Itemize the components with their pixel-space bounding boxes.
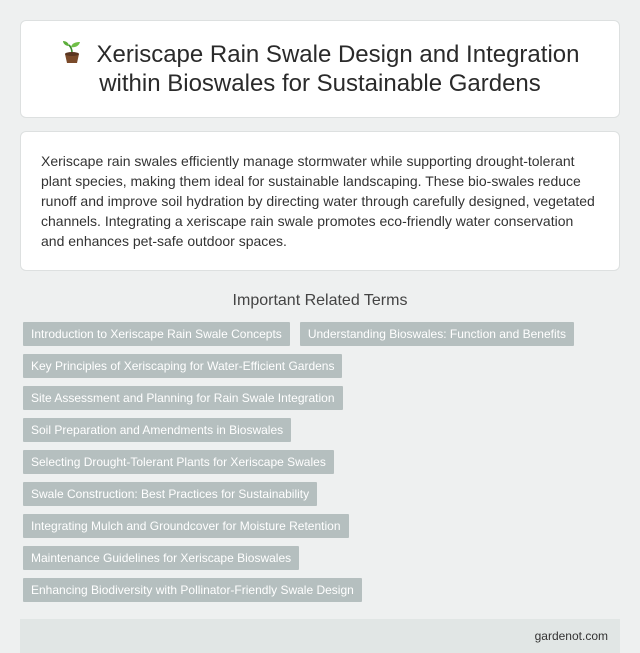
intro-text: Xeriscape rain swales efficiently manage stormwater while supporting drought-tolerant plant species, making them ideal for sustainable landscaping. These bio-swales reduce runoff and improve soil hydration by directing water through carefully designed, vegetated channels. Integrating a xeriscape rain swale promotes eco-friendly water conservation and enhances pet-safe outdoor spaces. bbox=[41, 153, 595, 249]
related-term-tag[interactable]: Maintenance Guidelines for Xeriscape Bioswales bbox=[23, 546, 299, 570]
related-term-tag[interactable]: Selecting Drought-Tolerant Plants for Xeriscape Swales bbox=[23, 450, 334, 474]
related-term-tag[interactable]: Introduction to Xeriscape Rain Swale Concepts bbox=[23, 322, 290, 346]
related-terms-list bbox=[20, 322, 620, 610]
footer bbox=[20, 619, 620, 653]
page-title-text: Xeriscape Rain Swale Design and Integration within Bioswales for Sustainable Gardens bbox=[96, 41, 580, 97]
related-term-tag[interactable]: Understanding Bioswales: Function and Benefits bbox=[300, 322, 574, 346]
related-term-tag[interactable]: Site Assessment and Planning for Rain Swale Integration bbox=[23, 386, 343, 410]
page-title bbox=[41, 40, 599, 98]
related-terms-heading: Important Related Terms bbox=[232, 292, 408, 309]
related-term-tag[interactable]: Integrating Mulch and Groundcover for Moisture Retention bbox=[23, 514, 349, 538]
seedling-icon bbox=[61, 40, 83, 64]
title-card bbox=[20, 20, 620, 118]
related-term-tag[interactable]: Key Principles of Xeriscaping for Water-Efficient Gardens bbox=[23, 354, 342, 378]
footer-site-link[interactable]: gardenot.com bbox=[534, 629, 608, 643]
related-term-tag[interactable]: Enhancing Biodiversity with Pollinator-Friendly Swale Design bbox=[23, 578, 362, 602]
intro-card bbox=[20, 131, 620, 271]
related-term-tag[interactable]: Soil Preparation and Amendments in Bioswales bbox=[23, 418, 291, 442]
related-term-tag[interactable]: Swale Construction: Best Practices for Sustainability bbox=[23, 482, 317, 506]
